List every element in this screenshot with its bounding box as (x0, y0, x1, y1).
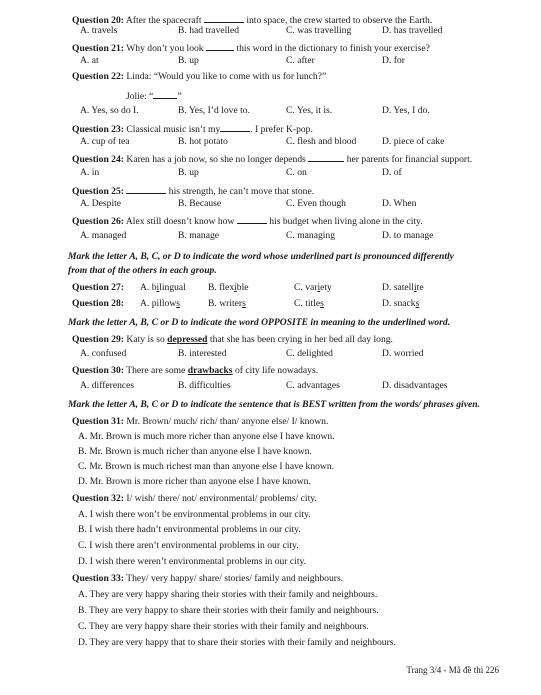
option-a: A. Despite (80, 198, 122, 209)
question-label: Question 31: (72, 416, 124, 427)
question-26 (72, 215, 423, 227)
option-d: D. for (382, 55, 405, 66)
question-33 (72, 574, 343, 584)
option-b: B. up (178, 55, 199, 66)
underlined-sound: s (176, 298, 180, 309)
answer-blank (206, 42, 234, 51)
question-22-reply (126, 90, 182, 102)
option-d: D. When (382, 198, 417, 209)
question-text: They/ very happy/ share/ stories/ family and neighbours. (126, 573, 344, 584)
option-a: A. in (80, 167, 100, 178)
option-d: D. has travelled (382, 25, 443, 36)
option-a: A. confused (80, 348, 127, 359)
question-text: Mr. Brown/ much/ rich/ than/ anyone else/ I/ known. (126, 416, 329, 427)
option-a (140, 283, 186, 293)
option-prefix: C. var (294, 282, 318, 293)
question-31 (72, 417, 328, 427)
answer-blank (153, 90, 177, 99)
question-label: Question 32: (72, 493, 124, 504)
option-a: A. at (80, 55, 99, 66)
page-footer: Trang 3/4 - Mã đề thi 226 (406, 665, 499, 675)
underlined-sound: i (234, 282, 237, 293)
option-prefix: D. snack (382, 298, 416, 309)
question-text: I/ wish/ there/ not/ environmental/ problems/ city. (126, 493, 317, 504)
option-a: A. They are very happy sharing their stories with their family and neighbours. (78, 589, 378, 600)
option-b: B. Yes, I’d love to. (178, 105, 250, 116)
option-c: C. Yes, it is. (286, 105, 333, 116)
option-c: C. Even though (286, 198, 346, 209)
question-text: of city life nowadays. (234, 365, 319, 376)
option-prefix: B. writer (208, 298, 243, 309)
option-c: C. They are very happy share their stories with their family and neighbours. (78, 621, 369, 632)
option-d (382, 299, 419, 309)
question-20 (72, 14, 432, 26)
question-text: her parents for financial support. (346, 154, 473, 165)
question-text: Katy is so (126, 334, 165, 345)
underlined-sound: s (242, 298, 246, 309)
question-label: Question 29: (72, 334, 124, 345)
instruction-sentence: Mark the letter A, B, C or D to indicate the sentence that is BEST written from the words/ phrases given. (68, 399, 480, 410)
option-b: B. had travelled (178, 25, 240, 36)
question-label: Question 24: (72, 154, 124, 165)
question-text: that she has been crying in her bed all day long. (209, 334, 393, 345)
answer-blank (308, 153, 344, 162)
option-a: A. differences (80, 380, 135, 391)
question-label: Question 20: (72, 15, 124, 26)
option-suffix: lingual (159, 282, 186, 293)
option-d: D. I wish there weren’t environmental problems in our city. (78, 556, 307, 567)
answer-blank (220, 123, 250, 132)
option-a (140, 299, 180, 309)
option-a: A. managed (80, 230, 127, 241)
option-b: B. interested (178, 348, 227, 359)
option-d: D. piece of cake (382, 136, 445, 147)
question-24 (72, 153, 472, 165)
option-b: B. hot potato (178, 136, 228, 147)
question-text: Why don’t you look (126, 43, 204, 54)
option-b: B. difficulties (178, 380, 231, 391)
option-b: B. I wish there hadn’t environmental problems in our city. (78, 524, 301, 535)
option-c: C. delighted (286, 348, 333, 359)
option-c (294, 299, 324, 309)
underlined-sound: s (320, 298, 324, 309)
option-c: C. on (286, 167, 307, 178)
answer-blank (126, 185, 166, 194)
option-prefix: C. title (294, 298, 321, 309)
question-23 (72, 123, 313, 135)
question-29 (72, 335, 393, 345)
option-d (382, 283, 424, 293)
option-d: D. to manage (382, 230, 434, 241)
option-prefix: A. pillow (140, 298, 177, 309)
underlined-word: drawbacks (187, 365, 233, 376)
option-b (208, 299, 246, 309)
underlined-sound: i (317, 282, 321, 293)
question-28-label: Question 28: (72, 298, 124, 309)
question-text: this word in the dictionary to finish your exercise? (236, 43, 430, 54)
option-b: B. Because (178, 198, 222, 209)
option-d: D. They are very happy that to share their stories with their family and neighbours. (78, 637, 396, 648)
option-b: B. Mr. Brown is much richer than anyone else I have known. (78, 446, 312, 457)
instruction-pronunciation-line-1: Mark the letter A, B, C, or D to indicate the word whose underlined part is pronounced differently (68, 251, 454, 262)
question-label: Question 25: (72, 186, 124, 197)
option-a: A. cup of tea (80, 136, 130, 147)
instruction-opposite: Mark the letter A, B, C or D to indicate the word OPPOSITE in meaning to the underlined word. (68, 317, 451, 328)
question-text: Karen has a job now, so she no longer depends (126, 154, 306, 165)
option-b (208, 283, 249, 293)
question-label: Question 26: (72, 216, 124, 227)
question-text: into space, the crew started to observe the Earth. (246, 15, 433, 26)
option-d: D. of (382, 167, 402, 178)
option-d: D. disadvantages (382, 380, 448, 391)
option-suffix: te (416, 282, 424, 293)
option-a: A. Yes, so do I. (80, 105, 139, 116)
answer-blank (204, 14, 244, 23)
underlined-sound: s (415, 298, 420, 309)
option-d: D. Yes, I do. (382, 105, 430, 116)
question-21 (72, 42, 430, 54)
question-text: After the spacecraft (125, 15, 202, 26)
option-c: C. was travelling (286, 25, 352, 36)
option-c: C. advantages (286, 380, 340, 391)
option-c: C. Mr. Brown is much richest man than anyone else I have known. (78, 461, 335, 472)
underlined-sound: i (156, 282, 160, 293)
option-b: B. up (178, 167, 199, 178)
option-prefix: A. b (140, 282, 157, 293)
answer-blank (237, 215, 267, 224)
question-30 (72, 366, 318, 376)
question-22 (72, 72, 326, 82)
option-prefix: B. flex (208, 282, 235, 293)
reply-prefix: Jolie: “ (126, 91, 154, 102)
question-text: his strength, he can’t move that stone. (168, 186, 315, 197)
option-a: A. travels (80, 25, 118, 36)
option-c: C. I wish there aren’t environmental problems in our city. (78, 540, 299, 551)
reply-suffix: ” (177, 91, 182, 102)
option-c: C. flesh and blood (286, 136, 357, 147)
option-suffix: ble (236, 282, 249, 293)
question-text: his budget when living alone in the city. (269, 216, 423, 227)
question-text: Linda: “Would you like to come with us for lunch?” (126, 71, 327, 82)
option-a: A. I wish there won’t be environmental problems in our city. (78, 509, 311, 520)
option-a: A. Mr. Brown is much more richer than anyone else I have known. (78, 431, 335, 442)
question-text: . I prefer K-pop. (250, 124, 313, 135)
question-label: Question 22: (72, 71, 124, 82)
question-text: There are some (126, 365, 186, 376)
question-text: Alex still doesn’t know how (125, 216, 235, 227)
option-d: D. Mr. Brown is more richer than anyone else I have known. (78, 476, 311, 487)
option-prefix: D. satell (382, 282, 414, 293)
option-c (294, 283, 332, 293)
question-27-label: Question 27: (72, 282, 124, 293)
question-label: Question 23: (72, 124, 124, 135)
question-25 (72, 185, 314, 197)
option-suffix: ety (320, 282, 332, 293)
question-label: Question 30: (72, 365, 124, 376)
option-c: C. managing (286, 230, 336, 241)
option-c: C. after (286, 55, 315, 66)
question-label: Question 33: (72, 573, 124, 584)
underlined-sound: i (413, 282, 417, 293)
instruction-pronunciation-line-2: from that of the others in each group. (68, 265, 217, 276)
option-b: B. They are very happy to share their stories with their family and neighbours. (78, 605, 379, 616)
option-b: B. manage (178, 230, 220, 241)
question-text: Classical music isn’t my (126, 124, 221, 135)
question-32 (72, 494, 317, 504)
option-d: D. worried (382, 348, 424, 359)
question-label: Question 21: (72, 43, 124, 54)
underlined-word: depressed (167, 334, 208, 345)
